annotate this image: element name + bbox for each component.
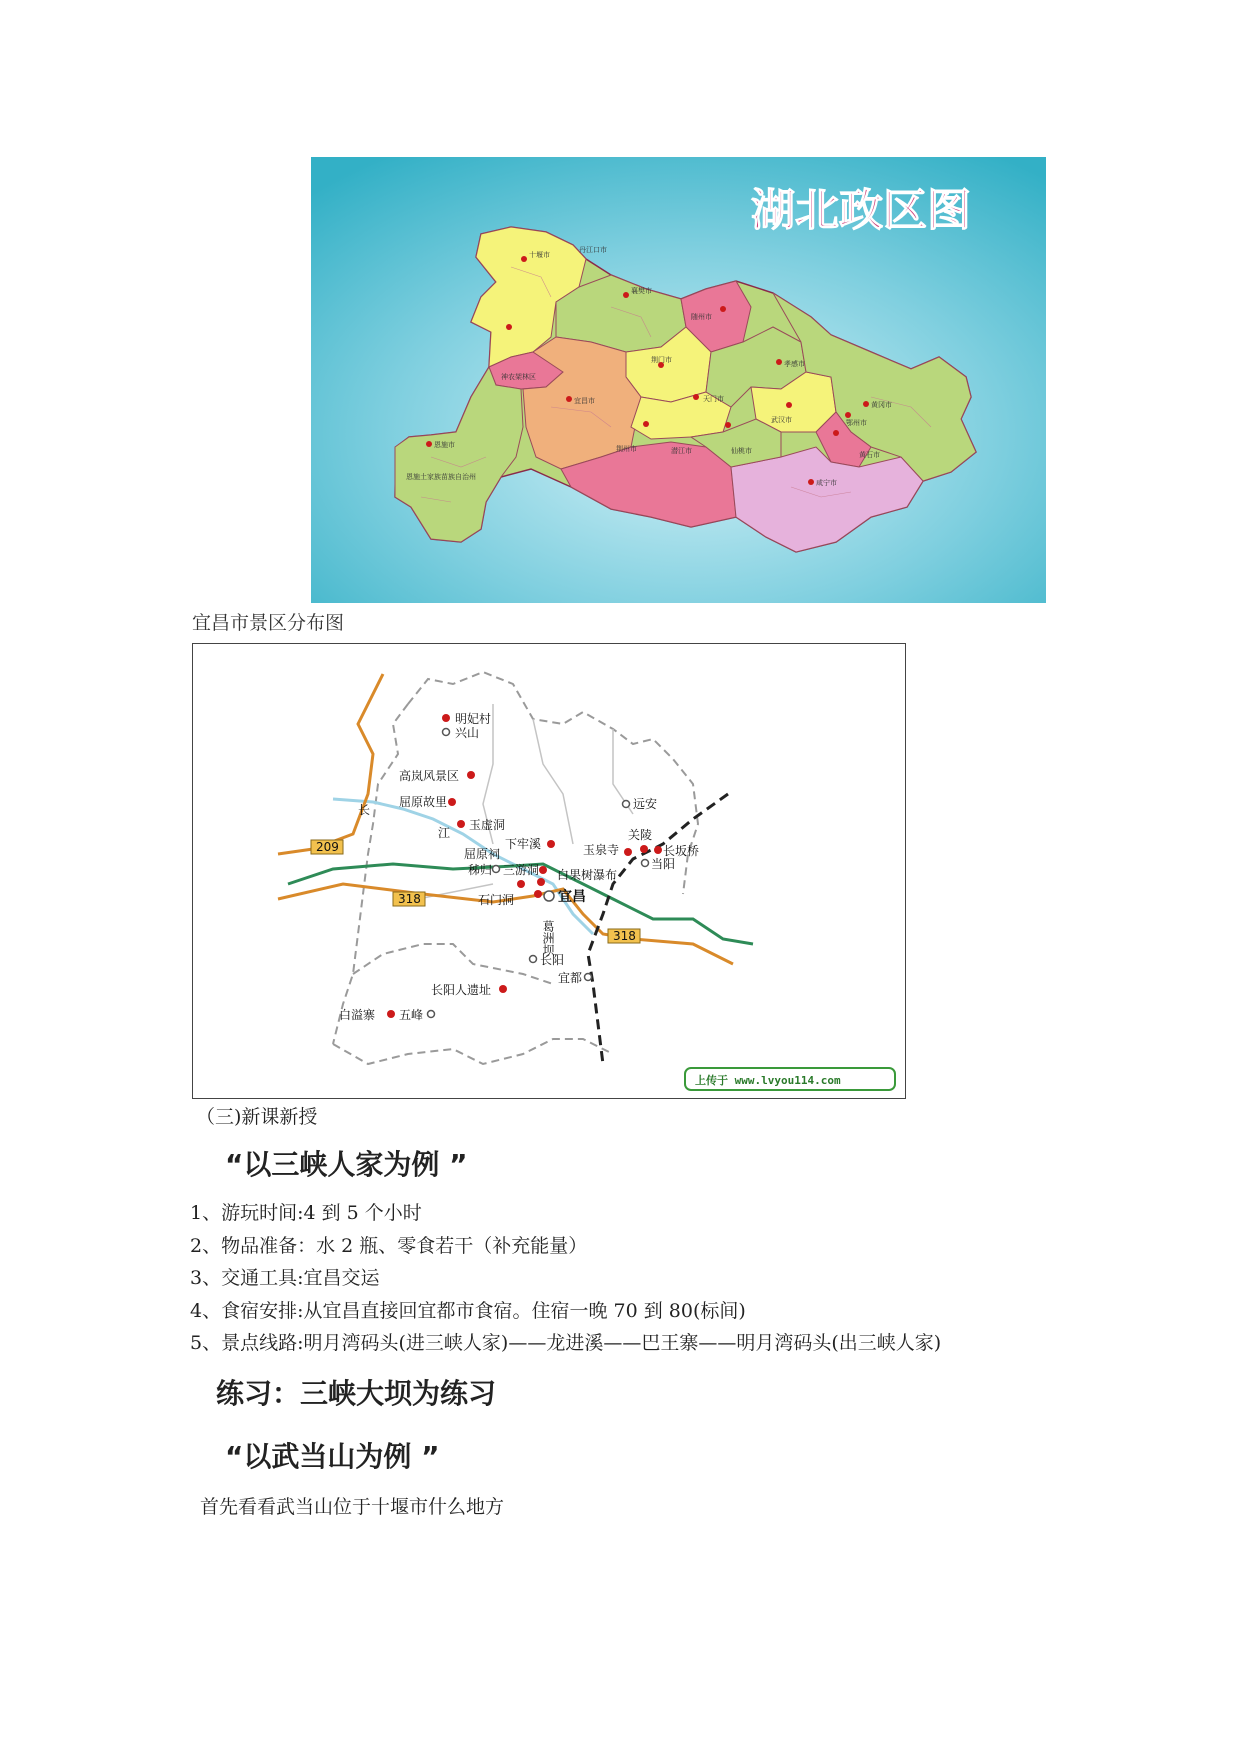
place-yuquansi: 玉泉寺 — [583, 843, 620, 857]
place-dangyang: 当阳 — [651, 857, 676, 871]
place-yidu: 宜都 — [558, 971, 583, 985]
label-huangshi: 黄石市 — [859, 451, 880, 459]
label-huanggang: 黄冈市 — [871, 401, 892, 409]
road-318-a: 318 — [398, 892, 421, 906]
label-xiangfan: 襄樊市 — [631, 287, 652, 295]
label-qianjiang: 潜江市 — [671, 447, 692, 455]
example-title-sanxia: “以三峡人家为例 ” — [225, 1148, 468, 1181]
place-yuanan: 远安 — [633, 797, 658, 811]
list-item: 1、游玩时间:4 到 5 个小时 — [190, 1202, 422, 1224]
place-mingfeicun: 明妃村 — [455, 712, 492, 726]
place-changyangren: 长阳人遗址 — [431, 983, 492, 997]
place-zigui: 秭归 — [468, 863, 493, 877]
place-wufeng: 五峰 — [399, 1008, 424, 1022]
list-item: 5、景点线路:明月湾码头(进三峡人家)——龙进溪——巴王寨——明月湾码头(出三峡人家) — [190, 1332, 942, 1354]
closing-line: 首先看看武当山位于十堰市什么地方 — [200, 1496, 505, 1518]
place-changbanqiao: 长坂桥 — [663, 844, 700, 858]
road-209: 209 — [316, 840, 339, 854]
label-jingmen: 荆门市 — [651, 356, 672, 364]
example-title-wudang: “以武当山为例 ” — [225, 1440, 440, 1473]
place-baiguoshu: 白果树瀑布 — [557, 868, 618, 882]
place-xialaoxi: 下牢溪 — [505, 837, 542, 851]
place-quyuanci: 屈原祠 — [464, 847, 501, 861]
label-ezhou: 鄂州市 — [846, 419, 867, 427]
label-danjiangkou: 丹江口市 — [579, 246, 607, 254]
place-guanling: 关陵 — [628, 828, 653, 842]
practice-title: 练习：三峡大坝为练习 — [216, 1377, 497, 1410]
place-shimendong: 石门洞 — [478, 893, 515, 907]
place-gaolan: 高岚风景区 — [399, 769, 460, 783]
place-baiyizhai: 白溢寨 — [339, 1008, 376, 1022]
river-chang: 长 — [358, 803, 371, 817]
place-quyuanguli: 屈原故里 — [399, 795, 448, 809]
place-yichang: 宜昌 — [558, 889, 586, 905]
yichang-map-caption: 宜昌市景区分布图 — [192, 612, 345, 634]
label-yichang: 宜昌市 — [574, 397, 595, 405]
place-changyang: 长阳 — [540, 953, 565, 967]
label-xiaogan: 孝感市 — [784, 360, 805, 368]
label-shennongjia: 神农架林区 — [501, 373, 536, 381]
watermark: 上传于 www.lvyou114.com — [695, 1074, 841, 1087]
section-heading: （三)新课新授 — [196, 1106, 318, 1128]
list-item: 4、食宿安排:从宜昌直接回宜都市食宿。住宿一晚 70 到 80(标间) — [190, 1300, 746, 1322]
river-jiang: 江 — [438, 826, 451, 840]
hubei-map-title: 湖北政区图 — [751, 185, 971, 236]
label-xiantao: 仙桃市 — [731, 447, 752, 455]
place-gezhouba: 葛洲坝 — [541, 920, 555, 956]
place-yuxudong: 玉虚洞 — [469, 818, 506, 832]
list-item: 2、物品准备：水 2 瓶、零食若干（补充能量） — [190, 1235, 588, 1257]
yichang-scenic-map — [192, 643, 906, 1099]
label-xianning: 咸宁市 — [816, 479, 837, 487]
hubei-map — [311, 157, 1046, 603]
list-item: 3、交通工具:宜昌交运 — [190, 1267, 380, 1289]
place-sanyoudong: 三游洞 — [503, 863, 540, 877]
label-jingzhou: 荆州市 — [616, 445, 637, 453]
label-enshi-zhou: 恩施土家族苗族自治州 — [406, 473, 476, 481]
label-enshi: 恩施市 — [434, 441, 455, 449]
label-suizhou: 随州市 — [691, 313, 712, 321]
label-tianmen: 天门市 — [703, 395, 724, 403]
place-xingshan: 兴山 — [455, 726, 480, 740]
label-wuhan: 武汉市 — [771, 416, 792, 424]
label-shiyan: 十堰市 — [529, 251, 550, 259]
road-318-b: 318 — [613, 929, 636, 943]
